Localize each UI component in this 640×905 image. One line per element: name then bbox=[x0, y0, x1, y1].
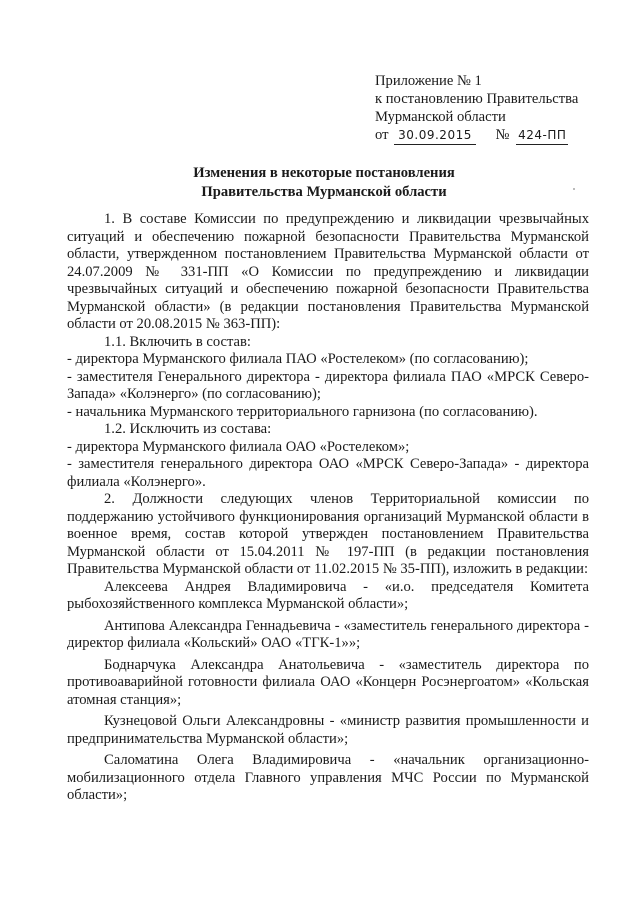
appendix-title: Приложение № 1 bbox=[375, 73, 482, 89]
scan-speck bbox=[573, 188, 575, 190]
paragraph-1-1: 1.1. Включить в состав: bbox=[104, 333, 251, 350]
member-kuznetsova: Кузнецовой Ольги Александровны - «министр развития промышленности и предпринимательства Мурманской области»; bbox=[67, 713, 589, 747]
appendix-header bbox=[375, 72, 578, 145]
title-line-1: Изменения в некоторые постановления bbox=[193, 165, 455, 181]
appendix-region: Мурманской области bbox=[375, 109, 506, 125]
number-prefix: № bbox=[495, 127, 510, 143]
document-title bbox=[0, 164, 640, 202]
paragraph-1-2: 1.2. Исключить из состава: bbox=[104, 421, 272, 437]
document-body bbox=[67, 211, 589, 805]
resolution-date: 30.09.2015 bbox=[394, 126, 476, 145]
list-item-include-3: - начальника Мурманского территориального гарнизона (по согласованию). bbox=[67, 403, 538, 420]
appendix-date-row bbox=[375, 126, 578, 145]
list-item-include-1: - директора Мурманского филиала ПАО «Ростелеком» (по согласованию); bbox=[67, 351, 529, 367]
list-item-exclude-2: - заместителя генерального директора ОАО «МРСК Северо-Запада» - директора филиала «Колэнерго». bbox=[67, 456, 589, 490]
resolution-number: 424-ПП bbox=[516, 126, 568, 145]
member-alekseev: Алексеева Андрея Владимировича - «и.о. председателя Комитета рыбохозяйственного комплекса Мурманской области»; bbox=[67, 578, 589, 612]
appendix-reference: к постановлению Правительства bbox=[375, 91, 579, 107]
member-bodnarchuk: Боднарчука Александра Анатольевича - «заместитель директора по противоаварийной готовности филиала ОАО «Концерн Росэнергоатом» «Кольская атомная станция»; bbox=[67, 656, 589, 708]
date-prefix: от bbox=[375, 127, 389, 143]
list-item-include-2: - заместителя Генерального директора - директора филиала ПАО «МРСК Северо-Запада» «Колэнерго» (по согласованию); bbox=[67, 368, 589, 402]
member-salomatin: Саломатина Олега Владимировича - «начальник организационно-мобилизационного отдела Главного управления МЧС России по Мурманской области»; bbox=[67, 752, 589, 803]
list-item-exclude-1: - директора Мурманского филиала ОАО «Ростелеком»; bbox=[67, 438, 410, 455]
paragraph-1: 1. В составе Комиссии по предупреждению и ликвидации чрезвычайных ситуаций и обеспечению пожарной безопасности Правительства Мурманской области, утвержденном постановлением Правительства Мурманской области от 24.07.2009 № 331-ПП «О Комиссии по предупреждению и ликвидации чрезвычайных ситуаций и обеспечению пожарной безопасности Правительства Мурманской области» (в редакции постановления Правительства Мурманской области от 20.08.2015 № 363-ПП): bbox=[67, 211, 589, 332]
paragraph-2: 2. Должности следующих членов Территориальной комиссии по поддержанию устойчивого функционирования организаций Мурманской области в военное время, состав которой утвержден постановлением Правительства Мурманской области от 15.04.2011 № 197-ПП (в редакции постановления Правительства Мурманской области от 11.02.2015 № 35-ПП), изложить в редакции: bbox=[67, 491, 589, 577]
member-antipov: Антипова Александра Геннадьевича - «заместитель генерального директора - директор филиала «Кольский» ОАО «ТГК-1»»; bbox=[67, 617, 589, 651]
title-line-2: Правительства Мурманской области bbox=[201, 184, 447, 200]
